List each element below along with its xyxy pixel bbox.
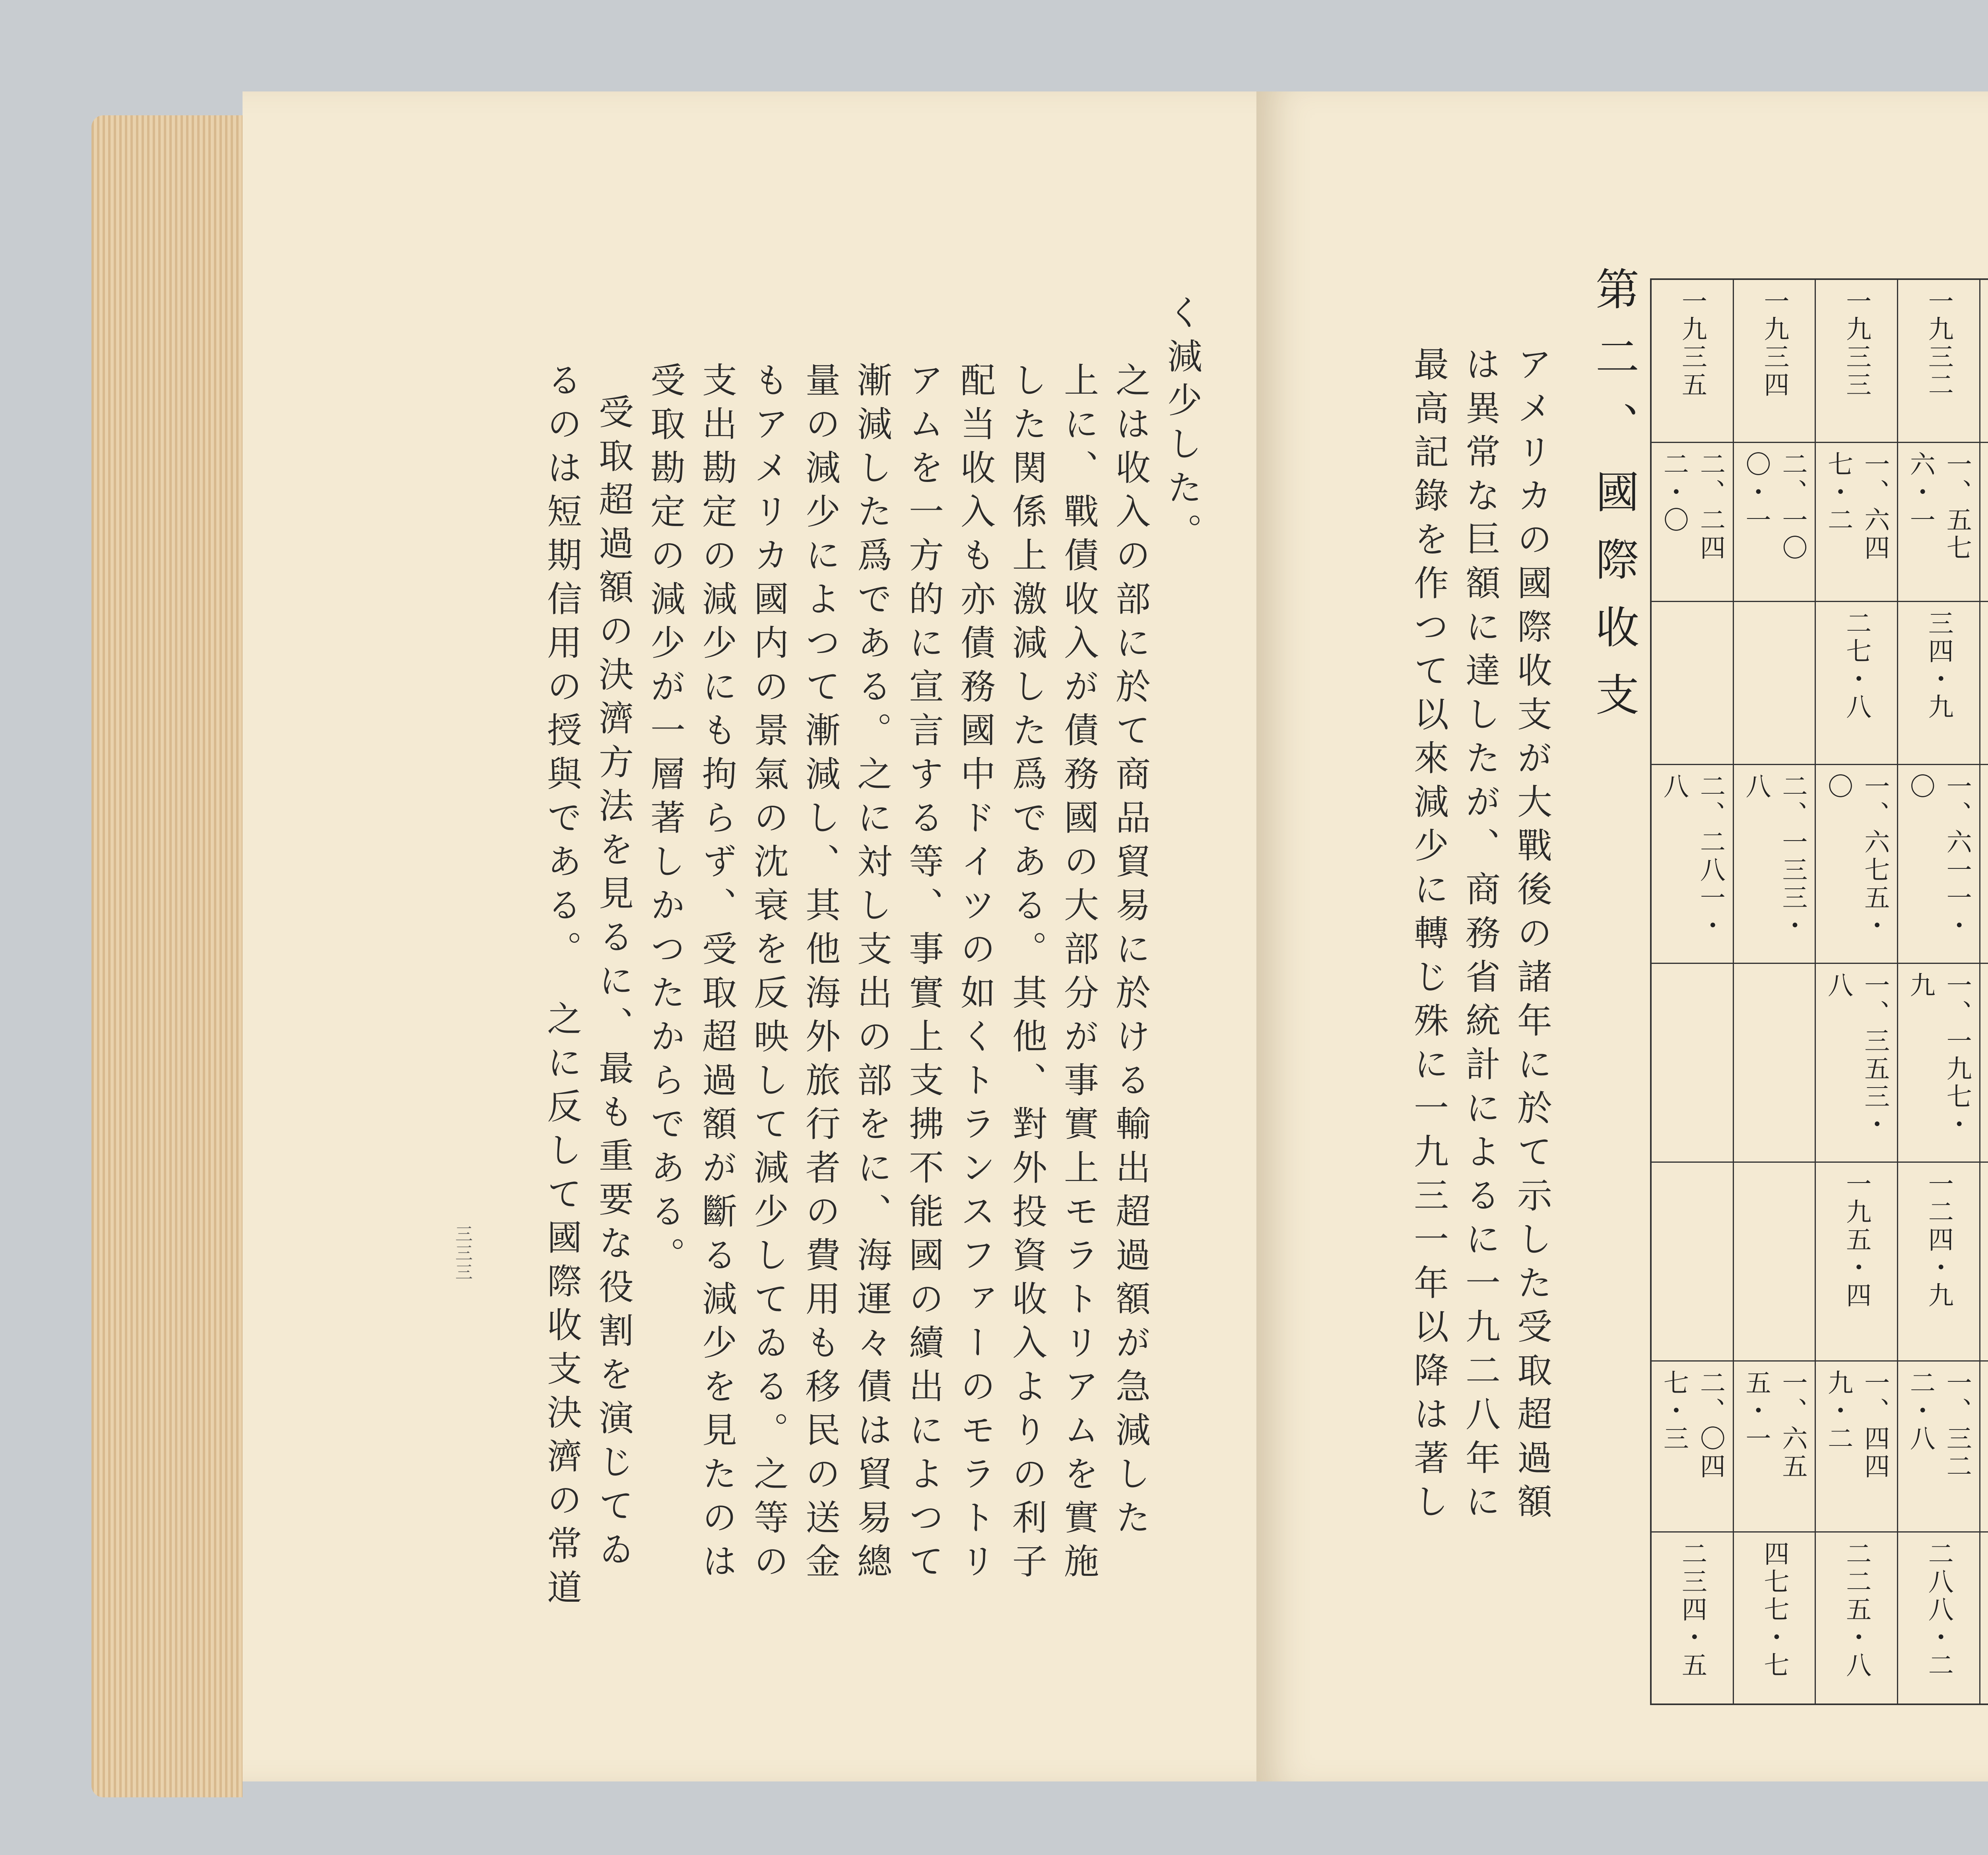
- text-column: 支出勘定の減少にも拘らず、受取超過額が斷る減少を見たのは: [697, 362, 738, 1587]
- table-cell: 一、一九七・九: [1898, 964, 1979, 1163]
- text-column: アメリカの國際收支が大戰後の諸年に於て示した受取超過額: [1512, 346, 1553, 1527]
- table-year-cell: [1980, 280, 1988, 443]
- table-year-cell: 一九三四: [1734, 280, 1815, 443]
- left-page: [243, 91, 1332, 1781]
- table-cell: 四七七・七: [1759, 1540, 1789, 1680]
- table-cell: 二、二八一・八: [1652, 765, 1733, 964]
- text-column: 上に、戰債收入が債務國の大部分が事實上モラトリアムを實施: [1058, 362, 1099, 1587]
- table-cell: 一九五・四: [1816, 1163, 1897, 1362]
- table-cell: [1980, 1163, 1988, 1362]
- text-column: もアメリカ國内の景氣の沈衰を反映して減少してゐる。之等の: [748, 362, 789, 1587]
- table-cell: [1980, 602, 1988, 765]
- text-column: 受取超過額の決濟方法を見るに、最も重要な役割を演じてゐ: [593, 394, 634, 1575]
- table-cell: 一、六四七・二: [1816, 443, 1897, 602]
- table-cell: 二二五・八: [1842, 1540, 1872, 1680]
- table-column: [1815, 280, 1897, 1703]
- text-column: アムを一方的に宣言する等、事實上支拂不能國の續出によつて: [903, 362, 944, 1587]
- page-edges-left: [91, 115, 243, 1797]
- section-title: 第二、國際收支: [1588, 266, 1639, 740]
- table-year-cell: 一九三二: [1898, 280, 1979, 443]
- table-cell: [1652, 1163, 1733, 1362]
- text-column: 配当收入も亦債務國中ドイツの如くトランスファーのモラトリ: [955, 362, 996, 1587]
- table-cell: 一、六五五・一: [1734, 1362, 1815, 1533]
- table-cell: [1734, 964, 1815, 1163]
- table-cell: 二三四・五: [1677, 1540, 1707, 1680]
- table-cell: [1980, 765, 1988, 964]
- table-cell: 一、六七五・〇: [1816, 765, 1897, 964]
- table-cell: [1980, 964, 1988, 1163]
- table-cell: 二七・八: [1816, 602, 1897, 765]
- table-year-cell: 一九三三: [1816, 280, 1897, 443]
- open-book: [91, 91, 1988, 1821]
- table-cell: 三四・九: [1898, 602, 1979, 765]
- text-column: 量の減少によつて漸減し、其他海外旅行者の費用も移民の送金: [800, 362, 841, 1587]
- table-cell: [1652, 602, 1733, 765]
- text-column: 漸減した爲である。之に対し支出の部をに、海運々債は貿易總: [852, 362, 893, 1587]
- table-cell: 一、五七六・一: [1898, 443, 1979, 602]
- table-column: [1652, 280, 1733, 1703]
- table-cell: 二、一〇〇・一: [1734, 443, 1815, 602]
- table-cell: 一、三五三・八: [1816, 964, 1897, 1163]
- table-column: [1979, 280, 1988, 1703]
- table-cell: 二、一三三・八: [1734, 765, 1815, 964]
- right-page: [1256, 91, 1988, 1781]
- table-cell: 一、三二二・八: [1898, 1362, 1979, 1533]
- table-column: [1897, 280, 1979, 1703]
- table-cell: [1980, 1362, 1988, 1533]
- table-cell: 二八八・二: [1924, 1540, 1953, 1680]
- text-column: るのは短期信用の授與である。 之に反して國際收支決濟の常道: [542, 362, 582, 1613]
- text-column: 最高記錄を作つて以來減少に轉じ殊に一九三一年以降は著し: [1408, 346, 1449, 1527]
- table-cell: [1652, 964, 1733, 1163]
- text-column: 受取勘定の減少が一層著しかつたからである。: [645, 362, 686, 1280]
- text-column: した関係上激減した爲である。其他、對外投資收入よりの利子: [1007, 362, 1048, 1587]
- text-column: 之は收入の部に於て商品貿易に於ける輸出超過額が急減した: [1110, 362, 1151, 1543]
- table-cell: [1734, 1163, 1815, 1362]
- table-cell: 一、六一一・〇: [1898, 765, 1979, 964]
- table-cell: [1980, 1533, 1988, 1700]
- balance-of-payments-table: [1650, 278, 1988, 1705]
- table-cell: 一、四四九・二: [1816, 1362, 1897, 1533]
- table-column: [1733, 280, 1815, 1703]
- text-column: く減少した。: [1162, 294, 1203, 557]
- table-cell: [1980, 443, 1988, 602]
- table-year-cell: 一九三五: [1652, 280, 1733, 443]
- text-column: は異常な巨額に達したが、商務省統計によるに一九二八年に: [1460, 346, 1501, 1527]
- table-cell: 一二四・九: [1898, 1163, 1979, 1362]
- table-cell: 二、二四二・〇: [1652, 443, 1733, 602]
- page-number: 三三三: [452, 1225, 472, 1282]
- table-cell: [1734, 602, 1815, 765]
- table-cell: 二、〇四七・三: [1652, 1362, 1733, 1533]
